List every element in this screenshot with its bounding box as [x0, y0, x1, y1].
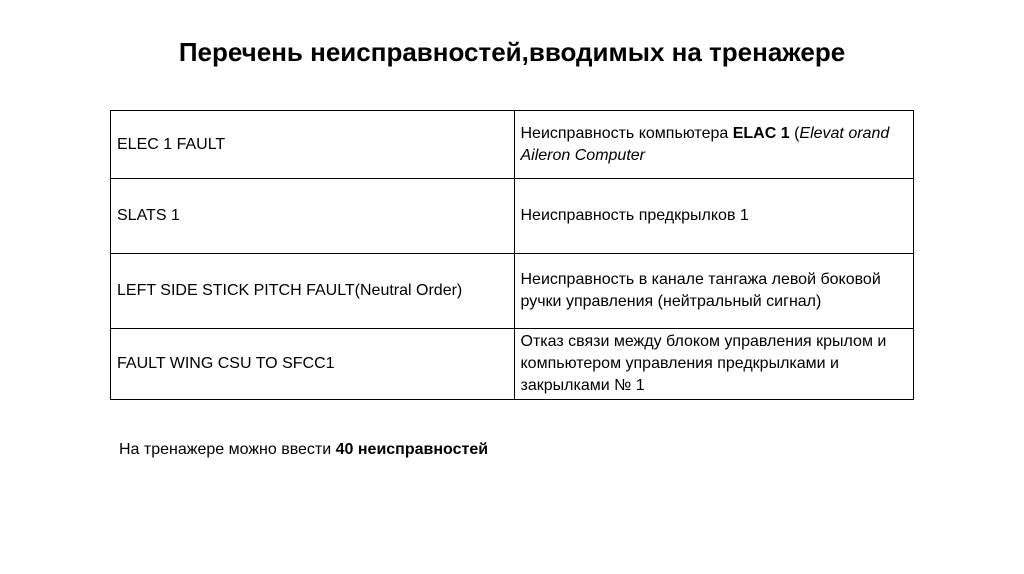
fault-description-cell: Отказ связи между блоком управления крылом и компьютером управления предкрылками и закрылками № 1 [514, 329, 914, 400]
fault-description-cell: Неисправность в канале тангажа левой боковой ручки управления (нейтральный сигнал) [514, 254, 914, 329]
fault-code-cell: LEFT SIDE STICK PITCH FAULT(Neutral Order) [111, 254, 515, 329]
fault-description-cell [514, 111, 914, 179]
fault-description-italic: Elevat orand Aileron Computer [520, 124, 890, 164]
fault-code-cell: ELEC 1 FAULT [111, 111, 515, 179]
faults-table [110, 110, 914, 400]
table-row [111, 179, 914, 254]
table-row [111, 329, 914, 400]
table-row [111, 111, 914, 179]
fault-code-cell: SLATS 1 [111, 179, 515, 254]
footnote-text: На тренажере можно ввести [119, 441, 336, 458]
fault-description-bold: ELAC 1 [732, 124, 790, 142]
fault-description-text: Неисправность компьютера [520, 124, 733, 142]
fault-code-cell: FAULT WING CSU TO SFCC1 [111, 329, 515, 400]
page-title: Перечень неисправностей,вводимых на тренажере [178, 37, 846, 67]
footnote [119, 439, 488, 461]
footnote-count: 40 неисправностей [335, 441, 489, 458]
fault-description-paren: ( [789, 124, 800, 142]
fault-description-cell: Неисправность предкрылков 1 [514, 179, 914, 254]
table-row [111, 254, 914, 329]
